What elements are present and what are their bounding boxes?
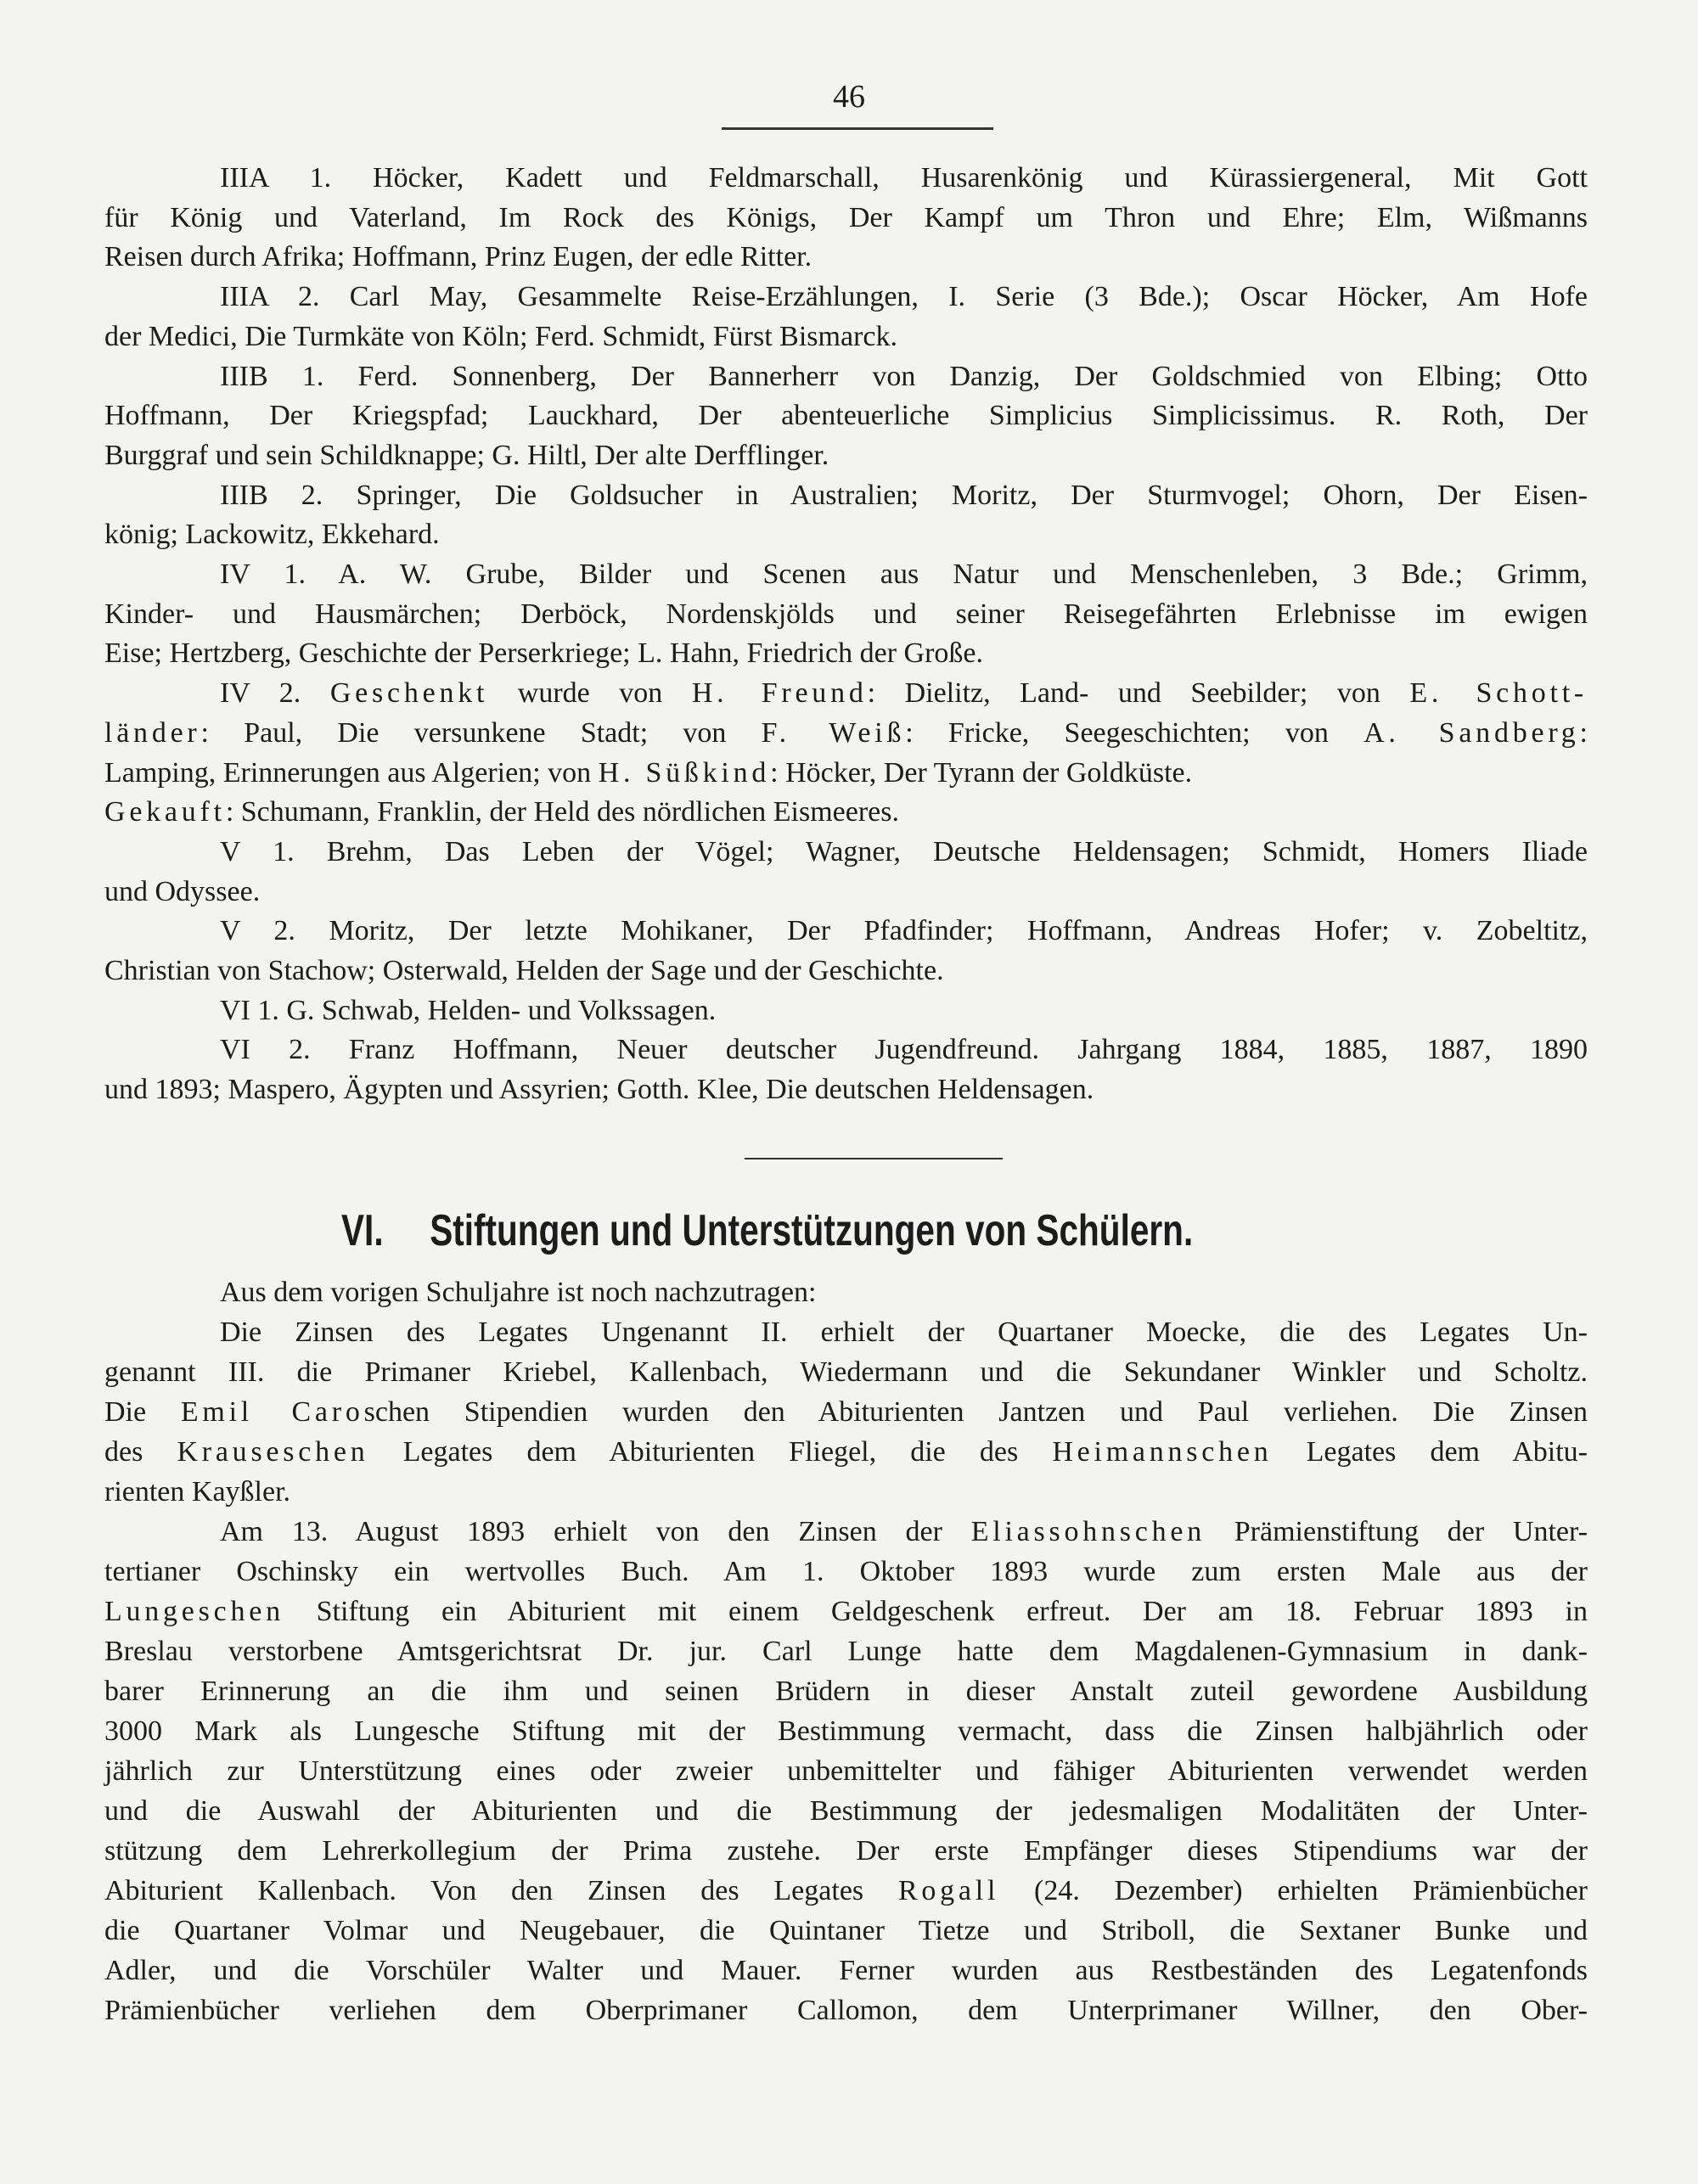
text-line: und die Auswahl der Abiturienten und die Bestimmung der jedesmaligen Modalitäten der Unter-: [104, 1795, 1588, 1827]
spaced-emphasis: Emil Caro: [180, 1396, 364, 1428]
paragraph: [104, 833, 1588, 912]
text-line: VI 2. Franz Hoffmann, Neuer deutscher Jugendfreund. Jahrgang 1884, 1885, 1887, 1890: [220, 1034, 1588, 1066]
text-line: [104, 1592, 1588, 1631]
text-segment: Legates dem Abiturienten Fliegel, die des: [368, 1436, 1053, 1468]
text-line: IIIB 2. Springer, Die Goldsucher in Australien; Moritz, Der Sturmvogel; Ohorn, Der Eisen-: [220, 479, 1588, 511]
text-segment: : Schumann, Franklin, der Held des nördlichen Eismeeres.: [225, 796, 899, 828]
text-line: rienten Kayßler.: [104, 1476, 291, 1507]
paragraph: [104, 357, 1588, 476]
text-line: [104, 1432, 1588, 1472]
spaced-emphasis: H. Freund: [691, 677, 868, 710]
text-line: [104, 714, 1588, 754]
text-line: Kinder- und Hausmärchen; Derböck, Nordenskjölds und seiner Reisegefährten Erlebnisse im ewigen: [104, 598, 1588, 630]
text-segment: :: [1579, 716, 1588, 749]
text-segment: : Höcker, Der Tyrann der Goldküste.: [770, 756, 1193, 789]
section-number: VI.: [341, 1206, 384, 1255]
text-line: Eise; Hertzberg, Geschichte der Perserkriege; L. Hahn, Friedrich der Große.: [104, 637, 984, 670]
spaced-emphasis: A. Sandberg: [1363, 716, 1580, 749]
text-line: genannt III. die Primaner Kriebel, Kallenbach, Wiedermann und die Sekundaner Winkler und Scholtz.: [104, 1356, 1588, 1388]
paragraph: [104, 476, 1588, 555]
text-line: Burggraf und sein Schildknappe; G. Hiltl, Der alte Derfflinger.: [104, 439, 829, 471]
text-line: [104, 793, 1588, 833]
paragraph: [104, 278, 1588, 357]
spaced-emphasis: E. Schott-: [1409, 677, 1588, 710]
text-line: IIIA 2. Carl May, Gesammelte Reise-Erzählungen, I. Serie (3 Bde.); Oscar Höcker, Am Hofe: [220, 281, 1588, 313]
text-segment: wurde von: [488, 677, 692, 710]
section-heading: [341, 1205, 1193, 1256]
text-segment: : Fricke, Seegeschichten; von: [905, 716, 1364, 749]
text-line: 3000 Mark als Lungesche Stiftung mit der Bestimmung vermacht, dass die Zinsen halbjährlich oder: [104, 1715, 1588, 1747]
spaced-emphasis: Eliassohnschen: [970, 1516, 1206, 1547]
text-line: Aus dem vorigen Schuljahre ist noch nachzutragen:: [220, 1277, 817, 1308]
text-segment: : Dielitz, Land- und Seebilder; von: [867, 677, 1410, 710]
text-segment: Lamping, Erinnerungen aus Algerien; von: [104, 756, 599, 789]
spaced-emphasis: Lungeschen: [104, 1596, 284, 1627]
paragraph: [104, 991, 1588, 1031]
paragraph: [104, 555, 1588, 674]
text-line: könig; Lackowitz, Ekkehard.: [104, 519, 440, 551]
text-line: [104, 1512, 1588, 1552]
text-segment: IV 2.: [220, 677, 330, 710]
stiftungen-section: [104, 1272, 1588, 2030]
paragraph: [104, 159, 1588, 278]
text-line: und 1893; Maspero, Ägypten und Assyrien; Gotth. Klee, Die deutschen Heldensagen.: [104, 1074, 1094, 1106]
spaced-emphasis: länder: [104, 716, 201, 749]
spaced-emphasis: H. Süßkind: [598, 756, 771, 789]
text-line: Hoffmann, Der Kriegspfad; Lauckhard, Der abenteuerliche Simplicius Simplicissimus. R. Roth, Der: [104, 400, 1588, 432]
text-line: die Quartaner Volmar und Neugebauer, die Quintaner Tietze und Striboll, die Sextaner Bunke und: [104, 1915, 1588, 1946]
text-line: [104, 1871, 1588, 1911]
spaced-emphasis: Rogall: [897, 1875, 1000, 1906]
header-rule: [722, 127, 993, 130]
section-title: Stiftungen und Unterstützungen von Schülern.: [430, 1206, 1194, 1255]
paragraph: [104, 674, 1588, 833]
text-line: tertianer Oschinsky ein wertvolles Buch. Am 1. Oktober 1893 wurde zum ersten Male aus der: [104, 1556, 1588, 1587]
text-line: VI 1. G. Schwab, Helden- und Volkssagen.: [220, 994, 717, 1026]
text-line: IIIB 1. Ferd. Sonnenberg, Der Bannerherr von Danzig, Der Goldschmied von Elbing; Otto: [220, 360, 1588, 392]
paragraph: [104, 1272, 1588, 1312]
text-segment: (24. Dezember) erhielten Prämienbücher: [999, 1875, 1588, 1906]
text-line: und Odyssee.: [104, 875, 261, 907]
text-line: [104, 674, 1588, 714]
text-segment: Abiturient Kallenbach. Von den Zinsen des Legates: [104, 1875, 898, 1906]
section-divider: [745, 1158, 1003, 1159]
text-line: Adler, und die Vorschüler Walter und Mauer. Ferner wurden aus Restbeständen des Legatenfonds: [104, 1955, 1588, 1986]
text-line: V 2. Moritz, Der letzte Mohikaner, Der Pfadfinder; Hoffmann, Andreas Hofer; v. Zobeltitz,: [220, 915, 1588, 947]
text-line: V 1. Brehm, Das Leben der Vögel; Wagner, Deutsche Heldensagen; Schmidt, Homers Iliade: [220, 835, 1588, 867]
text-segment: Prämienstiftung der Unter-: [1206, 1516, 1588, 1547]
text-line: IIIA 1. Höcker, Kadett und Feldmarschall, Husarenkönig und Kürassiergeneral, Mit Gott: [220, 162, 1588, 194]
spaced-emphasis: Krauseschen: [177, 1436, 369, 1468]
paragraph: [104, 1512, 1588, 2030]
page-number: 46: [833, 79, 865, 115]
text-line: [104, 1392, 1588, 1432]
text-line: jährlich zur Unterstützung eines oder zweier unbemittelter und fähiger Abiturienten verwendet werden: [104, 1755, 1588, 1787]
text-line: der Medici, Die Turmkäte von Köln; Ferd. Schmidt, Fürst Bismarck.: [104, 320, 897, 352]
book-list-section: [104, 159, 1588, 1110]
text-segment: Die: [104, 1396, 181, 1428]
spaced-emphasis: Geschenkt: [329, 677, 489, 710]
text-line: [104, 754, 1588, 794]
text-line: barer Erinnerung an die ihm und seinen Brüdern in dieser Anstalt zuteil gewordene Ausbildung: [104, 1676, 1588, 1707]
text-segment: Stiftung ein Abiturient mit einem Geldgeschenk erfreut. Der am 18. Februar 1893 in: [284, 1596, 1588, 1627]
text-line: Prämienbücher verliehen dem Oberprimaner Callomon, dem Unterprimaner Willner, den Ober-: [104, 1995, 1588, 2026]
paragraph: [104, 1312, 1588, 1512]
text-line: Christian von Stachow; Osterwald, Helden der Sage und der Geschichte.: [104, 955, 944, 987]
text-line: IV 1. A. W. Grube, Bilder und Scenen aus Natur und Menschenleben, 3 Bde.; Grimm,: [220, 559, 1588, 591]
spaced-emphasis: Heimannschen: [1052, 1436, 1273, 1468]
text-segment: des: [104, 1436, 177, 1468]
spaced-emphasis: F. Weiß: [761, 716, 906, 749]
paragraph: [104, 1030, 1588, 1109]
text-segment: schen Stipendien wurden den Abiturienten Jantzen und Paul verliehen. Die Zinsen: [363, 1396, 1588, 1428]
text-segment: Am 13. August 1893 erhielt von den Zinsen der: [220, 1516, 971, 1547]
text-line: Breslau verstorbene Amtsgerichtsrat Dr. jur. Carl Lunge hatte dem Magdalenen-Gymnasium in dank-: [104, 1636, 1588, 1667]
text-line: Die Zinsen des Legates Ungenannt II. erhielt der Quartaner Moecke, die des Legates Un-: [220, 1317, 1588, 1348]
text-line: Reisen durch Afrika; Hoffmann, Prinz Eugen, der edle Ritter.: [104, 241, 812, 273]
text-line: für König und Vaterland, Im Rock des Königs, Der Kampf um Thron und Ehre; Elm, Wißmanns: [104, 201, 1588, 233]
spaced-emphasis: Gekauft: [104, 796, 226, 828]
text-segment: Legates dem Abitu-: [1272, 1436, 1588, 1468]
text-segment: : Paul, Die versunkene Stadt; von: [200, 716, 762, 749]
text-line: stützung dem Lehrerkollegium der Prima zustehe. Der erste Empfänger dieses Stipendiums war der: [104, 1835, 1588, 1867]
paragraph: [104, 912, 1588, 991]
